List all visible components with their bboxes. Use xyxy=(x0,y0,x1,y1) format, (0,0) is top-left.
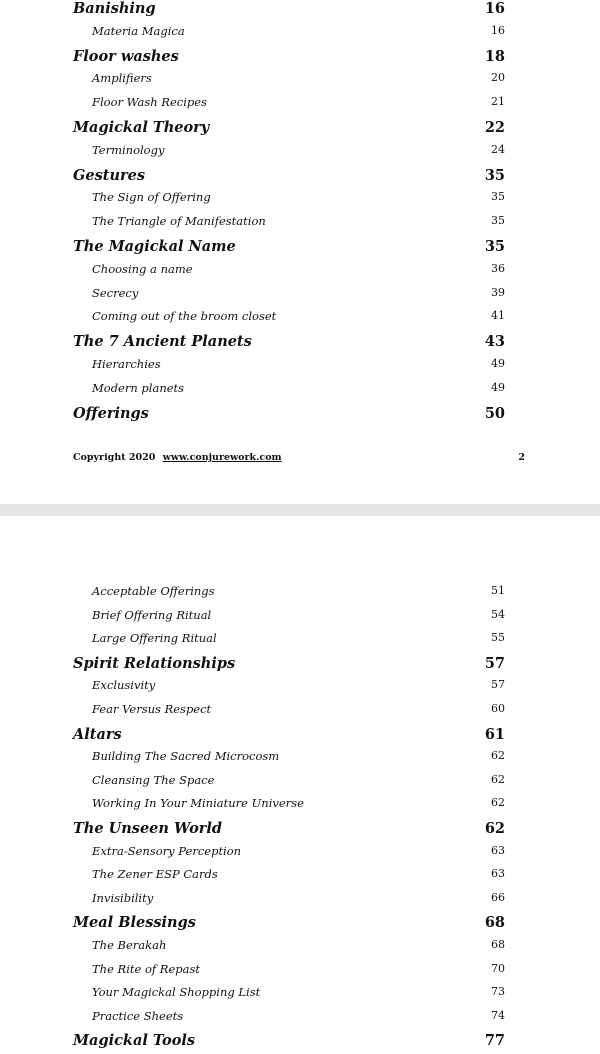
toc-entry-page: 49 xyxy=(491,380,505,394)
toc-entry-title: Extra-Sensory Perception xyxy=(92,843,242,858)
toc-entry-title: The Zener ESP Cards xyxy=(92,867,218,882)
toc-entry-page: 60 xyxy=(491,702,505,715)
toc-entry-page: 39 xyxy=(491,285,505,299)
toc-entry-title: Terminology xyxy=(92,142,165,157)
toc-entry-page: 55 xyxy=(491,631,505,645)
toc-entry-title: The Magickal Name xyxy=(73,238,236,255)
toc-entry-page: 35 xyxy=(491,190,505,204)
toc-entry-title: Secrecy xyxy=(92,285,139,300)
toc-entry-page: 62 xyxy=(491,772,505,786)
toc-entry-title: Materia Magica xyxy=(92,23,185,38)
toc-entry-page: 73 xyxy=(491,985,505,999)
toc-entry-title: Exclusivity xyxy=(92,678,156,693)
toc-entry-page: 62 xyxy=(491,749,505,763)
toc-entry-title: Fear Versus Respect xyxy=(92,702,212,716)
toc-entry-page: 62 xyxy=(491,796,505,810)
toc-entry-title: Floor washes xyxy=(73,47,179,65)
toc-entry-title: Brief Offering Ritual xyxy=(92,607,212,622)
toc-entry-title: Meal Blessings xyxy=(73,914,196,932)
toc-entry-page: 57 xyxy=(491,678,505,692)
toc-entry-title: Working In Your Miniature Universe xyxy=(92,796,304,811)
toc-entry-title: Large Offering Ritual xyxy=(92,631,217,646)
toc-entry-title: Floor Wash Recipes xyxy=(92,95,207,110)
toc-entry-title: Building The Sacred Microcosm xyxy=(92,749,280,764)
toc-entry-title: Banishing xyxy=(73,0,156,17)
toc-entry-title: Coming out of the broom closet xyxy=(92,309,277,324)
toc-entry-title: The Unseen World xyxy=(73,820,223,837)
toc-entry-page: 16 xyxy=(491,23,505,37)
toc-entry-title: Your Magickal Shopping List xyxy=(92,985,261,1000)
toc-entry-page: 20 xyxy=(491,71,505,85)
toc-entry-page: 54 xyxy=(491,607,505,621)
toc-entry-page: 57 xyxy=(484,654,505,672)
toc-entry-page: 41 xyxy=(491,309,505,323)
toc-entry-page: 68 xyxy=(484,914,505,932)
toc-entry-title: Spirit Relationships xyxy=(73,654,236,672)
toc-entry-page: 70 xyxy=(491,961,505,975)
toc-entry-title: Modern planets xyxy=(92,380,185,395)
toc-entry-page: 49 xyxy=(491,357,505,370)
toc-entry-page: 36 xyxy=(491,261,505,275)
toc-entry-page: 22 xyxy=(484,119,505,136)
toc-entry-page: 21 xyxy=(491,95,505,109)
page-footer xyxy=(73,452,533,463)
toc-entry-title: Magickal Tools xyxy=(73,1032,196,1050)
toc-entry-page: 62 xyxy=(484,820,505,837)
toc-entry-title: Amplifiers xyxy=(92,71,152,86)
toc-entry-page: 66 xyxy=(491,890,505,904)
toc-page-2 xyxy=(0,516,600,1054)
toc-entry-page: 43 xyxy=(484,333,505,351)
toc-entry-page: 63 xyxy=(491,867,505,881)
toc-entry-title: Invisibility xyxy=(92,890,154,905)
toc-entry-page: 77 xyxy=(484,1032,505,1050)
toc-entry-title: The Rite of Repast xyxy=(92,961,200,976)
toc-entry-page: 18 xyxy=(484,47,505,65)
toc-entry-title: Choosing a name xyxy=(92,261,193,276)
toc-entry-page: 74 xyxy=(491,1008,505,1022)
toc-entry-title: Offerings xyxy=(73,404,149,422)
toc-entry-title: Acceptable Offerings xyxy=(92,584,215,598)
toc-entry-title: Magickal Theory xyxy=(73,119,210,136)
toc-entry-title: Gestures xyxy=(73,166,146,184)
toc-entry-title: Hierarchies xyxy=(92,357,161,371)
toc-entry-title: The Berakah xyxy=(92,938,167,952)
footer-page-number: 2 xyxy=(518,452,525,463)
toc-entry-title: Cleansing The Space xyxy=(92,772,215,787)
toc-entry-title: The Triangle of Manifestation xyxy=(92,214,266,229)
toc-entry-page: 51 xyxy=(491,584,505,597)
toc-entry-title: Practice Sheets xyxy=(92,1008,184,1023)
toc-entry-title: Altars xyxy=(73,725,122,743)
toc-page-1 xyxy=(0,0,600,504)
toc-entry-title: The 7 Ancient Planets xyxy=(73,333,252,351)
toc-entry-page: 24 xyxy=(491,142,505,156)
copyright-text: Copyright 2020 xyxy=(73,452,156,463)
website-link[interactable]: www.conjurework.com xyxy=(162,452,282,463)
toc-entry-page: 16 xyxy=(484,0,505,17)
toc-entry-page: 61 xyxy=(484,725,505,743)
toc-entry-page: 63 xyxy=(491,843,505,857)
toc-entry-page: 35 xyxy=(491,214,505,228)
toc-entry-page: 68 xyxy=(491,938,505,951)
toc-entry-page: 35 xyxy=(484,238,505,255)
toc-entry-page: 50 xyxy=(484,404,505,422)
toc-entry-page: 35 xyxy=(484,166,505,184)
toc-entry-title: The Sign of Offering xyxy=(92,190,211,205)
